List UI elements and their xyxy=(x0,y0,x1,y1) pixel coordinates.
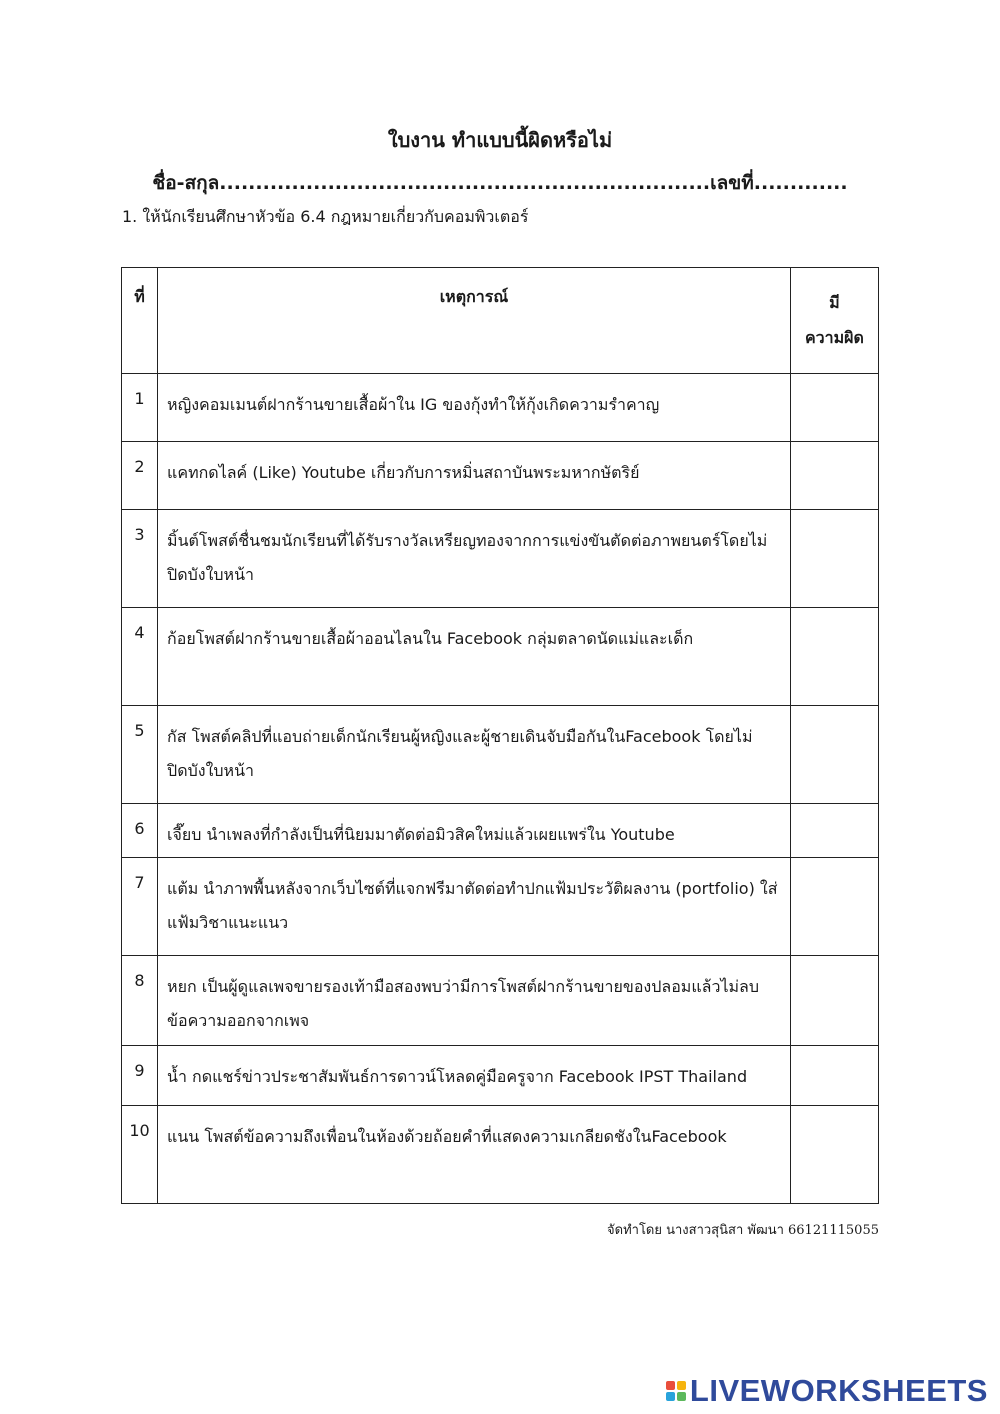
row-number: 4 xyxy=(122,608,158,706)
row-event-text: หยก เป็นผู้ดูแลเพจขายรองเท้ามือสองพบว่ามีการโพสต์ฝากร้านขายของปลอมแล้วไม่ลบข้อความออกจากเพจ xyxy=(158,956,791,1046)
table-row xyxy=(122,442,879,510)
row-number: 7 xyxy=(122,858,158,956)
logo-squares-icon xyxy=(666,1381,686,1401)
logo-wordmark: LIVEWORKSHEETS xyxy=(689,1373,988,1408)
table-row xyxy=(122,956,879,1046)
row-event-text: น้ำ กดแชร์ข่าวประชาสัมพันธ์การดาวน์โหลดคู่มือครูจาก Facebook IPST Thailand xyxy=(158,1046,791,1106)
logo-square xyxy=(666,1381,675,1390)
table-row xyxy=(122,1046,879,1106)
header-wrongdoing xyxy=(790,268,878,374)
worksheet-title: ใบงาน ทำแบบนี้ผิดหรือไม่ xyxy=(387,128,613,152)
table-row xyxy=(122,706,879,804)
row-event-text: แนน โพสต์ข้อความถึงเพื่อนในห้องด้วยถ้อยคำที่แสดงความเกลียดชังในFacebook xyxy=(158,1106,791,1204)
worksheet-table xyxy=(121,267,879,1204)
row-event-text: ก้อยโพสต์ฝากร้านขายเสื้อผ้าออนไลนใน Facebook กลุ่มตลาดนัดแม่และเด็ก xyxy=(158,608,791,706)
logo-square xyxy=(666,1392,675,1401)
logo-square xyxy=(677,1392,686,1401)
table-row xyxy=(122,374,879,442)
liveworksheets-logo xyxy=(666,1373,988,1409)
row-event-text: แคทกดไลค์ (Like) Youtube เกี่ยวกับการหมิ่นสถาบันพระมหากษัตริย์ xyxy=(158,442,791,510)
row-event-text: กัส โพสต์คลิปที่แอบถ่ายเด็กนักเรียนผู้หญิงและผู้ชายเดินจับมือกันในFacebook โดยไม่ปิดบังใบหน้า xyxy=(158,706,791,804)
row-number: 1 xyxy=(122,374,158,442)
row-number: 8 xyxy=(122,956,158,1046)
logo-square xyxy=(677,1381,686,1390)
answer-cell[interactable] xyxy=(790,956,878,1046)
table-header-row xyxy=(122,268,879,374)
row-event-text: หญิงคอมเมนต์ฝากร้านขายเสื้อผ้าใน IG ของกุ้งทำให้กุ้งเกิดความรำคาญ xyxy=(158,374,791,442)
answer-cell[interactable] xyxy=(790,858,878,956)
answer-cell[interactable] xyxy=(790,706,878,804)
row-event-text: เจี๊ยบ นำเพลงที่กำลังเป็นที่นิยมมาตัดต่อมิวสิคใหม่แล้วเผยแพร่ใน Youtube xyxy=(158,804,791,858)
row-event-text: มิ้นต์โพสต์ชื่นชมนักเรียนที่ได้รับรางวัลเหรียญทองจากการแข่งขันตัดต่อภาพยนตร์โดยไม่ปิดบังใบหน้า xyxy=(158,510,791,608)
table-row xyxy=(122,804,879,858)
answer-cell[interactable] xyxy=(790,442,878,510)
instruction-text: 1. ให้นักเรียนศึกษาหัวข้อ 6.4 กฎหมายเกี่ยวกับคอมพิวเตอร์ xyxy=(122,207,529,226)
header-number: ที่ xyxy=(122,268,158,374)
answer-cell[interactable] xyxy=(790,374,878,442)
author-credit: จัดทำโดย นางสาวสุนิสา พัฒนา 66121115055 xyxy=(607,1223,879,1238)
row-number: 5 xyxy=(122,706,158,804)
answer-cell[interactable] xyxy=(790,608,878,706)
table-row xyxy=(122,1106,879,1204)
row-number: 6 xyxy=(122,804,158,858)
header-event: เหตุการณ์ xyxy=(158,268,791,374)
answer-cell[interactable] xyxy=(790,510,878,608)
table-row xyxy=(122,858,879,956)
table-row xyxy=(122,608,879,706)
answer-cell[interactable] xyxy=(790,1106,878,1204)
table-row xyxy=(122,510,879,608)
answer-cell[interactable] xyxy=(790,1046,878,1106)
answer-cell[interactable] xyxy=(790,804,878,858)
row-number: 2 xyxy=(122,442,158,510)
row-number: 9 xyxy=(122,1046,158,1106)
name-number-line: ชื่อ-สกุล....................................................................เลขที่............. xyxy=(152,172,848,194)
row-number: 10 xyxy=(122,1106,158,1204)
row-event-text: แต้ม นำภาพพื้นหลังจากเว็บไซต์ที่แจกฟรีมาตัดต่อทำปกแฟ้มประวัติผลงาน (portfolio) ใส่แฟ้มวิชาแนะแนว xyxy=(158,858,791,956)
header-wrongdoing-line1: มี xyxy=(829,293,840,312)
header-wrongdoing-line2: ความผิด xyxy=(804,328,864,347)
row-number: 3 xyxy=(122,510,158,608)
